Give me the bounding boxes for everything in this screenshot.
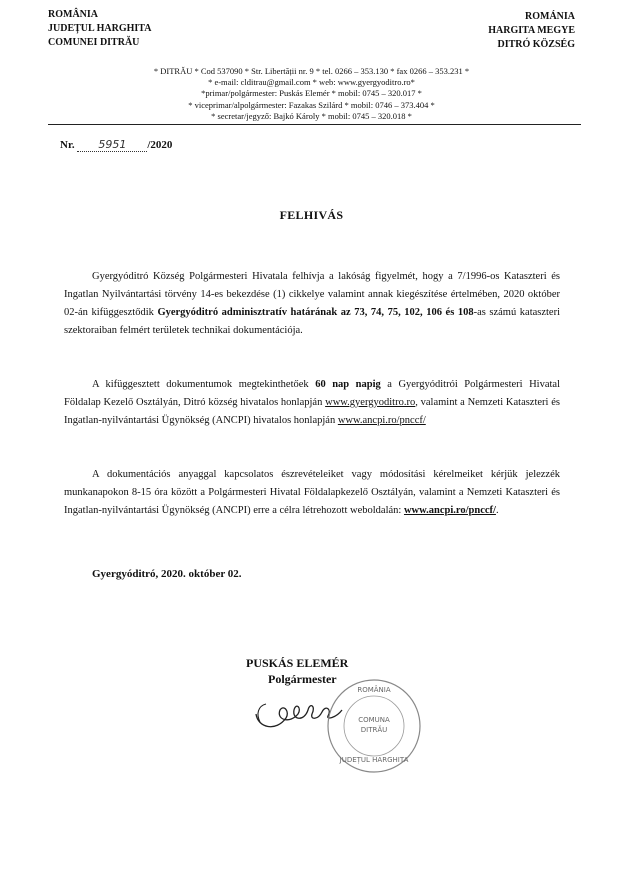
para1-text: Gyergyóditró Község Polgármesteri Hivatala felhívja a lakóság figyelmét, hogy a 7/1996-os Kataszteri és Ingatlan Nyilvántartási törvény 14-es bekezdése (1) cikkelye valamint annak kiegészítése értelmében, 2020 október 02-án kifüggesztődik	[64, 271, 560, 318]
document-title: FELHIVÁS	[279, 208, 344, 222]
para1-bold: Gyergyóditró adminisztratív határának az 73, 74, 75, 102, 106 és 108	[157, 307, 474, 318]
header-left	[48, 8, 151, 50]
para3-text: A dokumentációs anyaggal kapcsolatos észrevételeiket vagy módosítási kérelmeiket kérjük jelezzék munkanapokon 8-15 óra között a Polgármesteri Hivatal Földalapkezelő Osztályán, valamint a Nemzeti Kataszteri és Ingatlan-nyilvántartási Ügynökség (ANCPI) erre a célra létrehozott weboldalán:	[64, 469, 560, 516]
link-ancpi-bold[interactable]: www.ancpi.ro/pnccf/	[403, 505, 496, 516]
contact-line: *primar/polgármester: Puskás Elemér * mobil: 0745 – 320.017 *	[201, 88, 422, 99]
link-gyergyoditro[interactable]: www.gyergyoditro.ro	[325, 397, 416, 408]
place-date: Gyergyóditró, 2020. október 02.	[92, 568, 242, 580]
contact-line: * viceprimar/alpolgármester: Fazakas Szilárd * mobil: 0746 – 373.404 *	[188, 99, 435, 110]
link-ancpi[interactable]: www.ancpi.ro/pnccf/	[337, 415, 426, 426]
contact-line: * secretar/jegyző: Bajkó Károly * mobil: 0745 – 320.018 *	[211, 110, 412, 121]
header-left-line: ROMÂNIA	[48, 9, 98, 20]
header-right-line: ROMÁNIA	[525, 11, 575, 22]
stamp-text	[324, 676, 424, 776]
header-right	[488, 10, 575, 52]
registration-number	[60, 138, 172, 152]
header-left-line: COMUNEI DITRĂU	[48, 37, 140, 48]
header-divider	[48, 124, 581, 125]
para3-end: .	[495, 505, 499, 516]
stamp-bottom: JUDEȚUL HARGHITA	[339, 756, 409, 764]
stamp-middle-1: COMUNA	[358, 716, 390, 724]
paragraph-3	[64, 466, 560, 520]
contact-block	[0, 66, 623, 122]
para2-text-mid: a Gyergyóditrói Polgármesteri Hivatal Földalap Kezelő Osztályán, Ditró község hivatalos honlapján	[64, 379, 560, 408]
paragraph-1	[64, 268, 560, 340]
para2-text: A kifüggesztett dokumentumok megtekinthetőek	[92, 379, 316, 390]
registration-prefix: Nr.	[60, 139, 75, 151]
signer-name: PUSKÁS ELEMÉR	[246, 656, 349, 670]
paragraph-2	[64, 376, 560, 430]
registration-suffix: /2020	[147, 139, 173, 151]
header-left-line: JUDEȚUL HARGHITA	[48, 23, 152, 34]
stamp-top: ROMÂNIA	[357, 686, 391, 694]
registration-handwritten-number: 5951	[77, 138, 147, 152]
para2-text-end: , valamint a Nemzeti Kataszteri és Ingatlan-nyilvántartási Ügynökség (ANCPI) hivatalos honlapján	[64, 397, 560, 426]
para2-bold: 60 nap napig	[315, 379, 381, 390]
header-right-line: HARGITA MEGYE	[488, 25, 575, 36]
contact-line: * DITRĂU * Cod 537090 * Str. Libertății nr. 9 * tel. 0266 – 353.130 * fax 0266 – 353.231 *	[153, 66, 470, 76]
para1-text-end: -as számú kataszteri szektoraiban felmért területek technikai dokumentációja.	[64, 307, 561, 336]
stamp-middle-2: DITRĂU	[360, 726, 388, 734]
contact-line: * e-mail: clditrau@gmail.com * web: www.gyergyoditro.ro*	[208, 77, 415, 88]
signer-role: Polgármester	[268, 672, 337, 686]
header-right-line: DITRÓ KÖZSÉG	[497, 39, 575, 50]
